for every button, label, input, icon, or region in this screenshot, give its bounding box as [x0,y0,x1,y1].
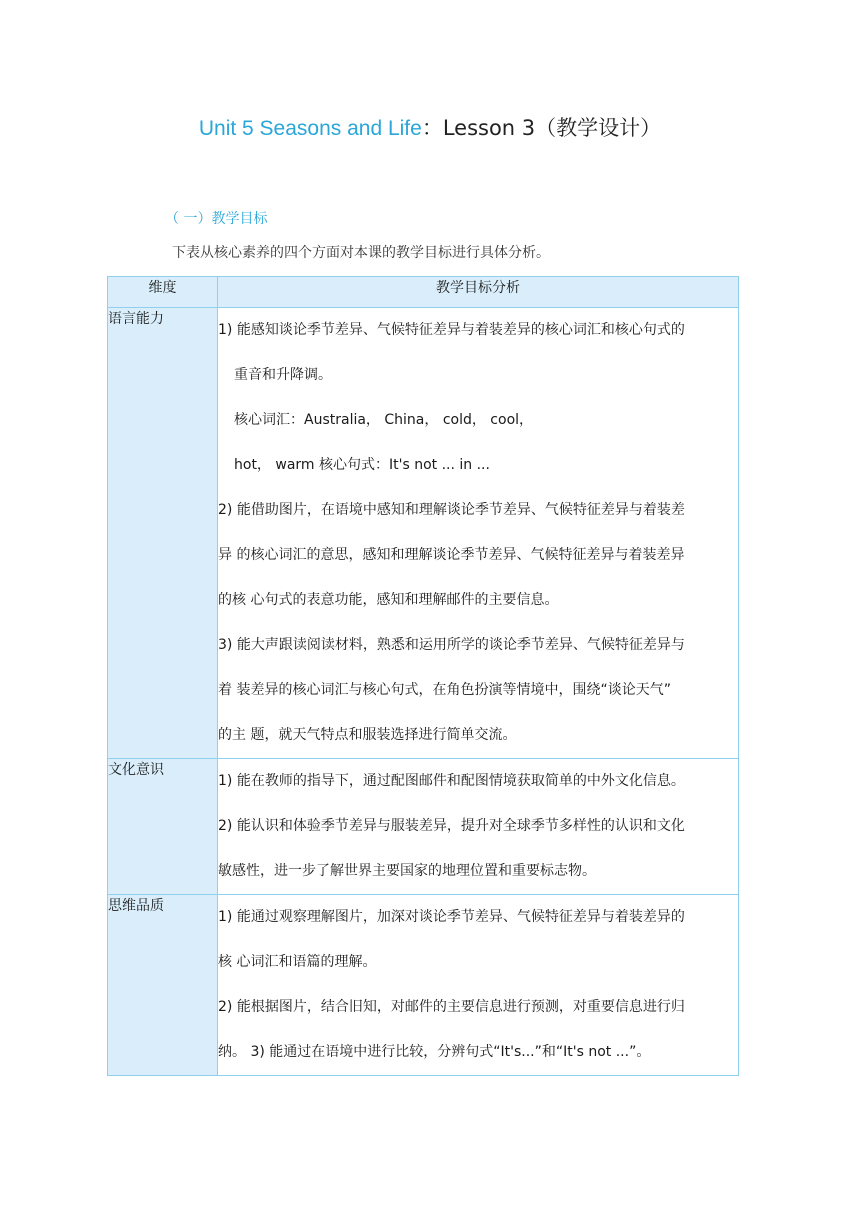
header-analysis: 教学目标分析 [218,277,739,308]
analysis-line: 敏感性，进一步了解世界主要国家的地理位置和重要标志物。 [218,863,596,879]
intro-text: 下表从核心素养的四个方面对本课的教学目标进行具体分析。 [172,245,550,261]
analysis-cell [218,895,739,1076]
analysis-line: hot， warm 核心句式：It's not ... in ... [234,457,490,473]
analysis-line: 2) 能认识和体验季节差异与服装差异，提升对全球季节多样性的认识和文化 [218,818,685,834]
analysis-line: 2) 能借助图片，在语境中感知和理解谈论季节差异、气候特征差异与着装差 [218,502,685,518]
analysis-line: 核 心词汇和语篇的理解。 [218,954,377,970]
analysis-line: 异 的核心词汇的意思，感知和理解谈论季节差异、气候特征差异与着装差异 [218,547,685,563]
dimension-cell: 语言能力 [108,308,218,759]
analysis-line: 着 装差异的核心词汇与核心句式，在角色扮演等情境中，围绕“谈论天气” [218,682,671,698]
dimension-cell: 文化意识 [108,759,218,895]
table-row [108,895,739,1076]
analysis-line: 的核 心句式的表意功能，感知和理解邮件的主要信息。 [218,592,559,608]
analysis-cell [218,759,739,895]
section-heading: （ 一）教学目标 [165,211,268,227]
analysis-line: 1) 能在教师的指导下，通过配图邮件和配图情境获取简单的中外文化信息。 [218,773,685,789]
title-english: Unit 5 Seasons and Life [198,117,422,140]
analysis-line: 1) 能通过观察理解图片，加深对谈论季节差异、气候特征差异与着装差异的 [218,909,685,925]
analysis-cell [218,308,739,759]
table-row [108,759,739,895]
analysis-line: 重音和升降调。 [234,367,332,383]
analysis-line: 核心词汇：Australia， China， cold， cool， [234,412,534,428]
analysis-line: 纳。 3) 能通过在语境中进行比较，分辨句式“It's...”和“It's not ...”。 [218,1044,651,1060]
analysis-line: 3) 能大声跟读阅读材料，熟悉和运用所学的谈论季节差异、气候特征差异与 [218,637,685,653]
table-row [108,308,739,759]
table-header-row [108,277,739,308]
dimension-cell: 思维品质 [108,895,218,1076]
goals-table [107,276,739,1076]
analysis-line: 2) 能根据图片，结合旧知，对邮件的主要信息进行预测，对重要信息进行归 [218,999,685,1015]
analysis-line: 1) 能感知谈论季节差异、气候特征差异与着装差异的核心词汇和核心句式的 [218,322,685,338]
header-dimension: 维度 [108,277,218,308]
analysis-line: 的主 题，就天气特点和服装选择进行简单交流。 [218,727,517,743]
page-title [0,113,860,144]
title-rest: ：Lesson 3（教学设计） [421,116,662,140]
